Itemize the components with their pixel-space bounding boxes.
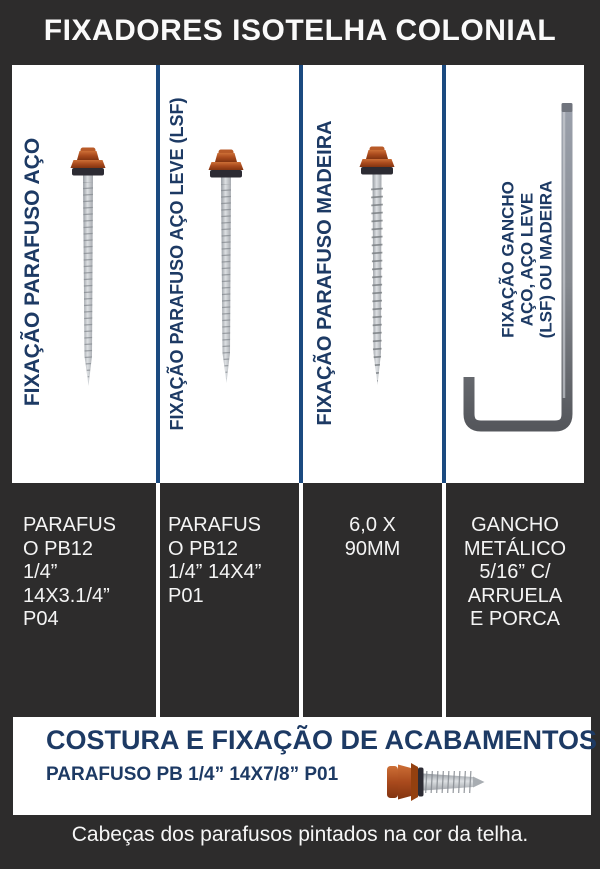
column-label-gancho-line: AÇO, AÇO LEVE: [517, 192, 537, 327]
description-line: O PB12: [23, 537, 94, 560]
description-line: P01: [168, 584, 204, 607]
fastener-panel: [12, 65, 584, 483]
description-parafuso-aco-leve: [160, 483, 299, 717]
caption-text: Cabeças dos parafusos pintados na cor da telha.: [71, 823, 529, 846]
screw-image-costura: [385, 759, 490, 805]
hook-image-gancho: [455, 100, 585, 440]
column-label-parafuso-madeira: FIXAÇÃO PARAFUSO MADEIRA: [314, 120, 336, 426]
description-line: 1/4” 14X4”: [168, 561, 262, 583]
description-gancho: [446, 483, 584, 717]
footer-bar: [13, 717, 598, 815]
description-line: GANCHO: [471, 514, 559, 536]
page-title: FIXADORES ISOTELHA COLONIAL: [43, 14, 557, 47]
description-line: ARRUELA: [467, 584, 563, 607]
description-line: METÁLICO: [463, 537, 567, 560]
description-parafuso-madeira: [303, 483, 442, 717]
column-divider: [442, 65, 446, 483]
screw-image-parafuso-aco: [68, 146, 108, 396]
footer-subtitle: PARAFUSO PB 1/4” 14X7/8” P01: [46, 764, 339, 785]
description-section: [0, 483, 600, 717]
footer-title: COSTURA E FIXAÇÃO DE ACABAMENTOS: [46, 725, 598, 755]
column-label-gancho-line: FIXAÇÃO GANCHO: [498, 181, 518, 338]
column-divider: [156, 65, 160, 483]
description-line: 1/4”: [23, 561, 58, 583]
description-line: E PORCA: [469, 608, 561, 630]
description-line: O PB12: [168, 537, 239, 560]
column-label-parafuso-aco-leve: FIXAÇÃO PARAFUSO AÇO LEVE (LSF): [167, 97, 187, 431]
description-line: 14X3.1/4”: [23, 584, 110, 607]
screw-image-parafuso-madeira: [357, 145, 397, 395]
screw-image-parafuso-aco-leve: [206, 148, 246, 398]
description-line: P04: [23, 608, 59, 630]
description-line: PARAFUS: [168, 514, 261, 536]
description-line: PARAFUS: [23, 514, 116, 536]
column-label-parafuso-aco: FIXAÇÃO PARAFUSO AÇO: [21, 137, 44, 407]
description-line: 90MM: [344, 537, 401, 560]
description-parafuso-aco: [12, 483, 156, 717]
column-label-gancho-line: (LSF) OU MADEIRA: [536, 180, 556, 339]
column-divider: [299, 65, 303, 483]
description-line: 6,0 X: [349, 514, 396, 536]
description-line: 5/16” C/: [479, 561, 551, 583]
